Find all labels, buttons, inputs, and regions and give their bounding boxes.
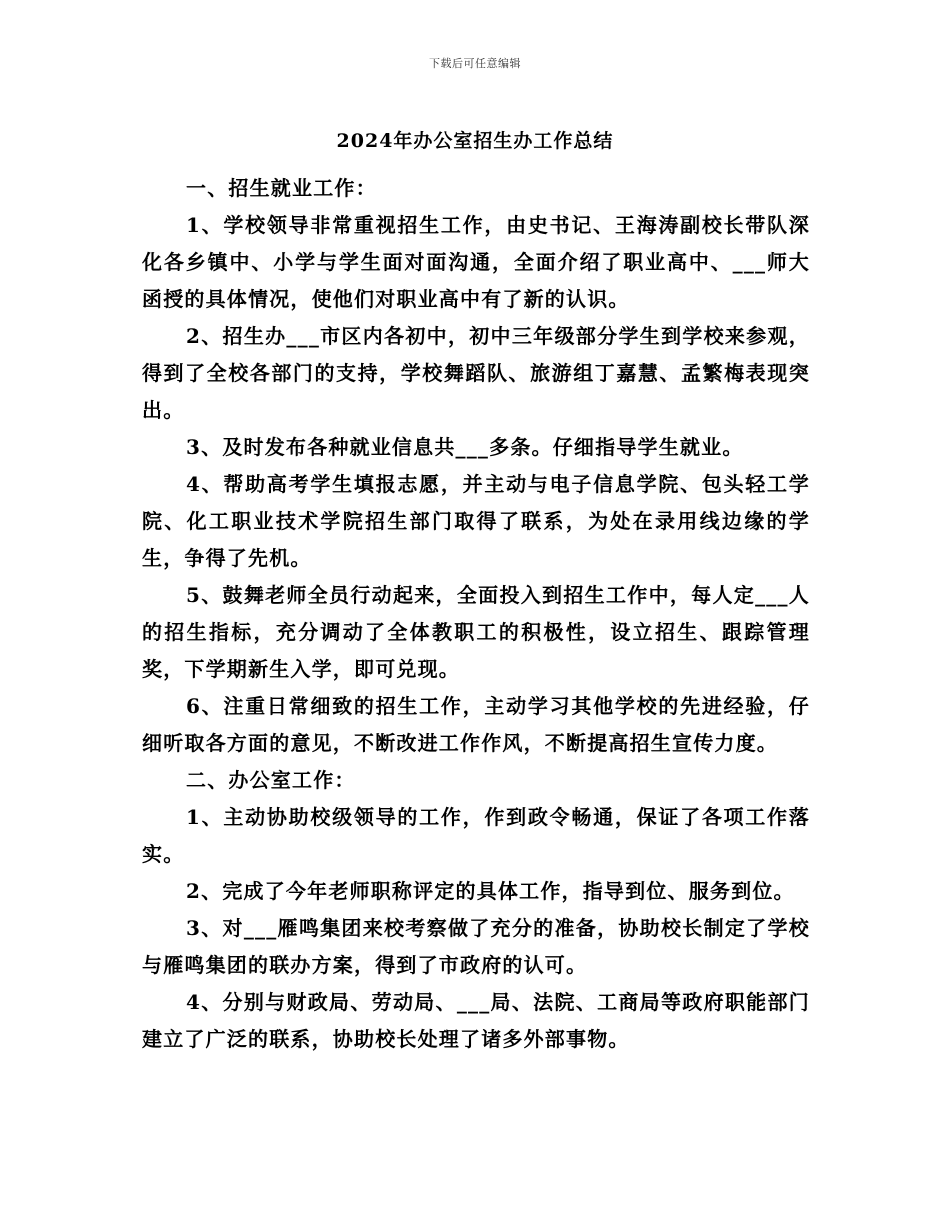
document-title: 2024年办公室招生办工作总结 (336, 130, 614, 152)
paragraph-office-2: 2、完成了今年老师职称评定的具体工作，指导到位、服务到位。 (186, 879, 795, 903)
header-note: 下载后可任意编辑 (429, 57, 521, 70)
paragraph-office-3: 3、对___雁鸣集团来校考察做了充分的准备，协助校长制定了学校与雁鸣集团的联办方案，得到了市政府的认可。 (142, 916, 810, 977)
paragraph-enrollment-5: 5、鼓舞老师全员行动起来，全面投入到招生工作中，每人定___人的招生指标，充分调动了全体教职工的积极性，设立招生、跟踪管理奖，下学期新生入学，即可兑现。 (142, 583, 810, 681)
paragraph-enrollment-1: 1、学校领导非常重视招生工作，由史书记、王海涛副校长带队深化各乡镇中、小学与学生面对面沟通，全面介绍了职业高中、___师大函授的具体情况，使他们对职业高中有了新的认识。 (142, 213, 810, 311)
paragraph-enrollment-2: 2、招生办___市区内各初中，初中三年级部分学生到学校来参观，得到了全校各部门的支持，学校舞蹈队、旅游组丁嘉慧、孟繁梅表现突出。 (142, 324, 810, 422)
document-body (142, 170, 810, 1058)
paragraph-enrollment-3: 3、及时发布各种就业信息共___多条。仔细指导学生就业。 (186, 435, 744, 459)
section-heading-office: 二、办公室工作： (186, 768, 356, 792)
section-heading-enrollment: 一、招生就业工作： (186, 176, 377, 200)
paragraph-enrollment-4: 4、帮助高考学生填报志愿，并主动与电子信息学院、包头轻工学院、化工职业技术学院招生部门取得了联系，为处在录用线边缘的学生，争得了先机。 (142, 472, 810, 570)
paragraph-office-4: 4、分别与财政局、劳动局、___局、法院、工商局等政府职能部门建立了广泛的联系，协助校长处理了诸多外部事物。 (142, 990, 810, 1051)
paragraph-enrollment-6: 6、注重日常细致的招生工作，主动学习其他学校的先进经验，仔细听取各方面的意见，不断改进工作作风，不断提高招生宣传力度。 (142, 694, 810, 755)
paragraph-office-1: 1、主动协助校级领导的工作，作到政令畅通，保证了各项工作落实。 (142, 805, 810, 866)
